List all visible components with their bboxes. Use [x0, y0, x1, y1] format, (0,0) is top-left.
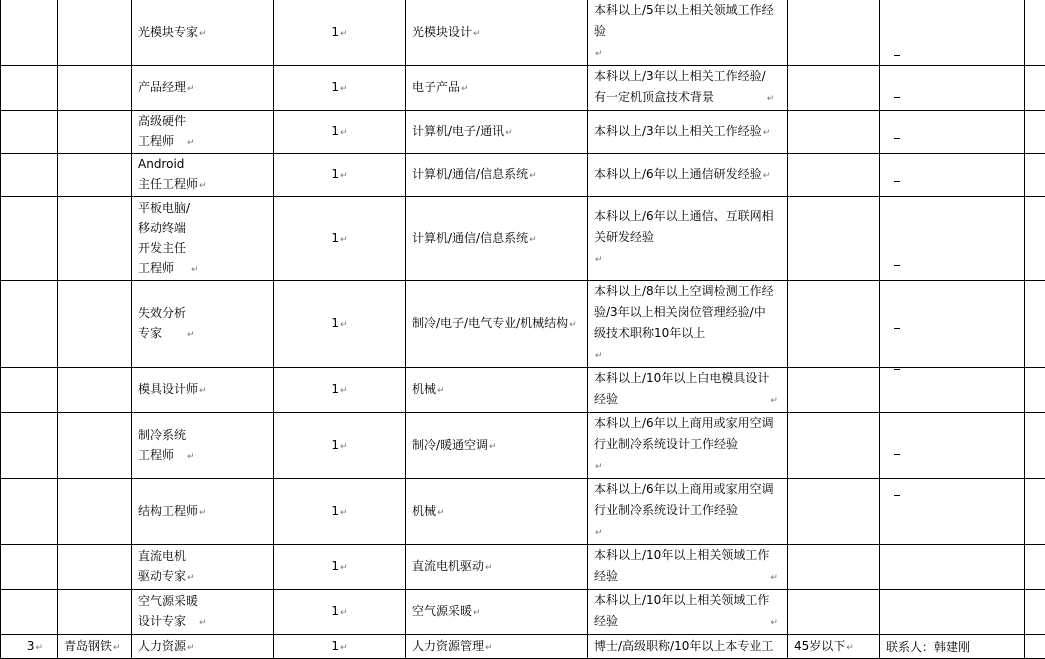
paragraph-mark: ↵: [461, 84, 469, 94]
tail-cell: [1025, 281, 1045, 368]
position-cell-text: 失效分析 专家: [138, 306, 187, 340]
count-cell-text: 1: [331, 24, 340, 39]
requirement-cell: [588, 197, 788, 281]
position-cell: [132, 154, 274, 197]
table-row: [1, 66, 1045, 111]
paragraph-mark: ↵: [187, 138, 195, 148]
paragraph-mark: ↵: [529, 234, 537, 245]
position-cell: [132, 111, 274, 154]
major-cell-text: 直流电机驱动: [412, 559, 485, 573]
paragraph-mark: ↵: [770, 618, 778, 628]
index-cell: [1, 590, 58, 635]
index-cell: [1, 0, 58, 66]
position-cell-text: 空气源采暖 设计专家: [138, 594, 199, 628]
contact-cell: [880, 413, 1025, 479]
index-cell: [1, 111, 58, 154]
edge-tick: [894, 265, 900, 266]
contact-cell: [880, 0, 1025, 66]
paragraph-mark: ↵: [595, 351, 603, 361]
paragraph-mark: ↵: [595, 528, 603, 538]
requirement-cell-text: 本科以上/10年以上相关领域工作 经验: [594, 548, 770, 583]
requirement-cell-text: 本科以上/8年以上空调检测工作经 验/3年以上相关岗位管理经验/中 级技术职称10年以上: [594, 284, 774, 340]
paragraph-mark: ↵: [340, 128, 348, 138]
count-cell-text: 1: [331, 316, 340, 330]
index-cell: [1, 368, 58, 413]
paragraph-mark: ↵: [595, 49, 603, 59]
requirement-cell-text: 本科以上/3年以上相关工作经验: [594, 123, 762, 138]
company-cell: [58, 413, 132, 479]
paragraph-mark: ↵: [340, 608, 348, 618]
paragraph-mark: ↵: [187, 330, 195, 340]
edge-tick: [894, 454, 900, 455]
index-cell: [1, 413, 58, 479]
count-cell: [274, 479, 406, 545]
index-cell-text: 3: [26, 638, 35, 653]
table-row: [1, 635, 1045, 659]
tail-cell: [1025, 635, 1045, 659]
major-cell: [406, 590, 588, 635]
index-cell: [1, 635, 58, 659]
edge-tick: [894, 495, 900, 496]
contact-cell: [880, 545, 1025, 590]
major-cell: [406, 154, 588, 197]
major-cell: [406, 368, 588, 413]
count-cell: [274, 545, 406, 590]
paragraph-mark: ↵: [199, 181, 207, 191]
tail-cell: [1025, 368, 1045, 413]
major-cell-text: 机械: [412, 503, 437, 518]
count-cell: [274, 590, 406, 635]
requirement-cell-text: 本科以上/6年以上通信、互联网相 关研发经验: [594, 209, 774, 244]
paragraph-mark: ↵: [113, 642, 121, 653]
count-cell: [274, 154, 406, 197]
paragraph-mark: ↵: [340, 563, 348, 573]
major-cell: [406, 281, 588, 368]
contact-cell: [880, 111, 1025, 154]
edge-tick: [894, 369, 900, 370]
position-cell: [132, 479, 274, 545]
company-cell: [58, 111, 132, 154]
count-cell: [274, 368, 406, 413]
table-row: [1, 590, 1045, 635]
contact-cell: [880, 590, 1025, 635]
age-cell: [788, 368, 880, 413]
count-cell: [274, 0, 406, 66]
requirement-cell: [588, 545, 788, 590]
paragraph-mark: ↵: [199, 618, 207, 628]
company-cell: [58, 197, 132, 281]
age-cell: [788, 197, 880, 281]
count-cell: [274, 197, 406, 281]
age-cell: [788, 0, 880, 66]
paragraph-mark: ↵: [485, 563, 493, 573]
paragraph-mark: ↵: [340, 441, 348, 452]
requirement-cell: [588, 635, 788, 659]
paragraph-mark: ↵: [340, 320, 348, 330]
count-cell-text: 1: [331, 124, 340, 138]
major-cell-text: 计算机/通信/信息系统: [412, 167, 529, 181]
position-cell: [132, 635, 274, 659]
count-cell: [274, 635, 406, 659]
age-cell: [788, 479, 880, 545]
major-cell-text: 电子产品: [412, 80, 461, 94]
tail-cell: [1025, 66, 1045, 111]
paragraph-mark: ↵: [340, 507, 348, 518]
position-cell: [132, 0, 274, 66]
paragraph-mark: ↵: [505, 128, 513, 138]
major-cell-text: 计算机/电子/通讯: [412, 124, 505, 138]
age-cell: [788, 413, 880, 479]
edge-tick: [894, 181, 900, 182]
requirement-cell-text: 本科以上/6年以上商用或家用空调 行业制冷系统设计工作经验: [594, 416, 774, 451]
count-cell-text: 1: [331, 559, 340, 573]
major-cell-text: 光模块设计: [412, 24, 473, 39]
contact-cell: [880, 197, 1025, 281]
paragraph-mark: ↵: [340, 234, 348, 245]
paragraph-mark: ↵: [340, 28, 348, 39]
table-body: [1, 0, 1045, 659]
major-cell: [406, 413, 588, 479]
age-cell: [788, 590, 880, 635]
major-cell: [406, 0, 588, 66]
requirement-cell: [588, 281, 788, 368]
position-cell-text: 平板电脑/ 移动终端 开发主任 工程师: [138, 200, 191, 275]
paragraph-mark: ↵: [191, 264, 199, 275]
index-cell: [1, 281, 58, 368]
paragraph-mark: ↵: [473, 608, 481, 618]
edge-tick: [894, 97, 900, 98]
position-cell-text: 光模块专家: [138, 24, 199, 39]
major-cell: [406, 635, 588, 659]
major-cell: [406, 479, 588, 545]
tail-cell: [1025, 590, 1045, 635]
count-cell-text: 1: [331, 503, 340, 518]
count-cell: [274, 111, 406, 154]
contact-cell-text: 联系人：韩建刚: [886, 639, 971, 654]
count-cell-text: 1: [331, 604, 340, 618]
paragraph-mark: ↵: [199, 507, 207, 518]
position-cell-text: 模具设计师: [138, 382, 199, 396]
tail-cell: [1025, 479, 1045, 545]
paragraph-mark: ↵: [569, 320, 577, 330]
paragraph-mark: ↵: [199, 28, 207, 39]
company-cell: [58, 545, 132, 590]
requirement-cell: [588, 368, 788, 413]
paragraph-mark: ↵: [437, 386, 445, 396]
major-cell-text: 计算机/通信/信息系统: [412, 230, 529, 245]
count-cell: [274, 66, 406, 111]
requirement-cell: [588, 66, 788, 111]
index-cell: [1, 66, 58, 111]
paragraph-mark: ↵: [340, 84, 348, 94]
table-row: [1, 0, 1045, 66]
paragraph-mark: ↵: [187, 642, 195, 653]
table-row: [1, 197, 1045, 281]
major-cell-text: 空气源采暖: [412, 604, 473, 618]
paragraph-mark: ↵: [766, 94, 775, 104]
position-cell-text: 产品经理: [138, 80, 187, 94]
age-cell: [788, 635, 880, 659]
position-cell-text: 结构工程师: [138, 503, 199, 518]
edge-tick: [894, 55, 900, 56]
index-cell: [1, 545, 58, 590]
table-row: [1, 368, 1045, 413]
requirement-cell-text: 博士/高级职称/10年以上本专业工: [594, 639, 774, 653]
edge-tick: [894, 138, 900, 139]
index-cell: [1, 479, 58, 545]
paragraph-mark: ↵: [35, 642, 43, 653]
paragraph-mark: ↵: [340, 642, 348, 653]
requirement-cell: [588, 479, 788, 545]
paragraph-mark: ↵: [187, 573, 195, 583]
count-cell-text: 1: [331, 230, 340, 245]
requirement-cell: [588, 154, 788, 197]
position-cell-text: 高级硬件 工程师: [138, 114, 187, 148]
edge-tick: [894, 412, 900, 413]
position-cell: [132, 590, 274, 635]
tail-cell: [1025, 111, 1045, 154]
paragraph-mark: ↵: [340, 171, 348, 181]
position-cell-text: 人力资源: [138, 638, 187, 653]
count-cell: [274, 413, 406, 479]
paragraph-mark: ↵: [489, 441, 497, 452]
contact-cell: [880, 479, 1025, 545]
position-cell: [132, 281, 274, 368]
company-cell-text: 青岛钢铁: [64, 638, 113, 653]
requirement-cell: [588, 111, 788, 154]
major-cell-text: 制冷/电子/电气专业/机械结构: [412, 316, 569, 330]
requirement-cell-text: 本科以上/10年以上相关领域工作 经验: [594, 593, 770, 628]
company-cell: [58, 66, 132, 111]
table-row: [1, 154, 1045, 197]
company-cell: [58, 479, 132, 545]
table-row: [1, 413, 1045, 479]
count-cell-text: 1: [331, 437, 340, 452]
contact-cell: [880, 368, 1025, 413]
company-cell: [58, 281, 132, 368]
tail-cell: [1025, 413, 1045, 479]
paragraph-mark: ↵: [762, 170, 771, 181]
table-row: [1, 479, 1045, 545]
contact-cell: [880, 154, 1025, 197]
major-cell: [406, 66, 588, 111]
major-cell-text: 机械: [412, 382, 437, 396]
contact-cell: [880, 635, 1025, 659]
tail-cell: [1025, 154, 1045, 197]
position-cell-text: 制冷系统 工程师: [138, 427, 187, 462]
requirement-cell: [588, 413, 788, 479]
count-cell-text: 1: [331, 638, 340, 653]
paragraph-mark: ↵: [595, 462, 603, 472]
requirement-cell: [588, 0, 788, 66]
count-cell-text: 1: [331, 80, 340, 94]
paragraph-mark: ↵: [770, 396, 778, 406]
paragraph-mark: ↵: [340, 386, 348, 396]
edge-tick: [894, 328, 900, 329]
major-cell-text: 制冷/暖通空调: [412, 437, 489, 452]
company-cell: [58, 154, 132, 197]
count-cell-text: 1: [331, 167, 340, 181]
age-cell: [788, 154, 880, 197]
company-cell: [58, 635, 132, 659]
requirement-cell: [588, 590, 788, 635]
position-cell-text: Android 主任工程师: [138, 157, 199, 191]
position-cell: [132, 197, 274, 281]
major-cell: [406, 111, 588, 154]
requirement-cell-text: 本科以上/10年以上白电模具设计 经验: [594, 371, 770, 406]
age-cell: [788, 281, 880, 368]
tail-cell: [1025, 0, 1045, 66]
count-cell: [274, 281, 406, 368]
requirement-cell-text: 本科以上/6年以上商用或家用空调 行业制冷系统设计工作经验: [594, 482, 774, 517]
table-row: [1, 111, 1045, 154]
paragraph-mark: ↵: [770, 573, 778, 583]
count-cell-text: 1: [331, 382, 340, 396]
position-cell: [132, 413, 274, 479]
paragraph-mark: ↵: [529, 171, 537, 181]
age-cell-text: 45岁以下: [794, 638, 846, 653]
paragraph-mark: ↵: [187, 84, 195, 94]
index-cell: [1, 197, 58, 281]
tail-cell: [1025, 545, 1045, 590]
age-cell: [788, 545, 880, 590]
paragraph-mark: ↵: [437, 507, 445, 518]
index-cell: [1, 154, 58, 197]
tail-cell: [1025, 197, 1045, 281]
paragraph-mark: ↵: [485, 642, 493, 653]
position-cell-text: 直流电机 驱动专家: [138, 549, 187, 583]
position-cell: [132, 368, 274, 413]
paragraph-mark: ↵: [199, 386, 207, 396]
age-cell: [788, 111, 880, 154]
age-cell: [788, 66, 880, 111]
requirement-cell-text: 本科以上/6年以上通信研发经验: [594, 166, 762, 181]
paragraph-mark: ↵: [187, 451, 195, 462]
contact-cell: [880, 66, 1025, 111]
major-cell-text: 人力资源管理: [412, 638, 485, 653]
paragraph-mark: ↵: [473, 28, 481, 39]
major-cell: [406, 197, 588, 281]
requirement-cell-text: 本科以上/3年以上相关工作经验/ 有一定机顶盒技术背景: [594, 69, 766, 104]
company-cell: [58, 0, 132, 66]
contact-cell: [880, 281, 1025, 368]
company-cell: [58, 368, 132, 413]
major-cell: [406, 545, 588, 590]
position-cell: [132, 545, 274, 590]
requirement-cell-text: 本科以上/5年以上相关领域工作经 验: [594, 3, 774, 38]
paragraph-mark: ↵: [595, 255, 603, 265]
table-row: [1, 281, 1045, 368]
paragraph-mark: ↵: [762, 127, 771, 138]
paragraph-mark: ↵: [846, 642, 854, 653]
table-row: [1, 545, 1045, 590]
position-cell: [132, 66, 274, 111]
company-cell: [58, 590, 132, 635]
